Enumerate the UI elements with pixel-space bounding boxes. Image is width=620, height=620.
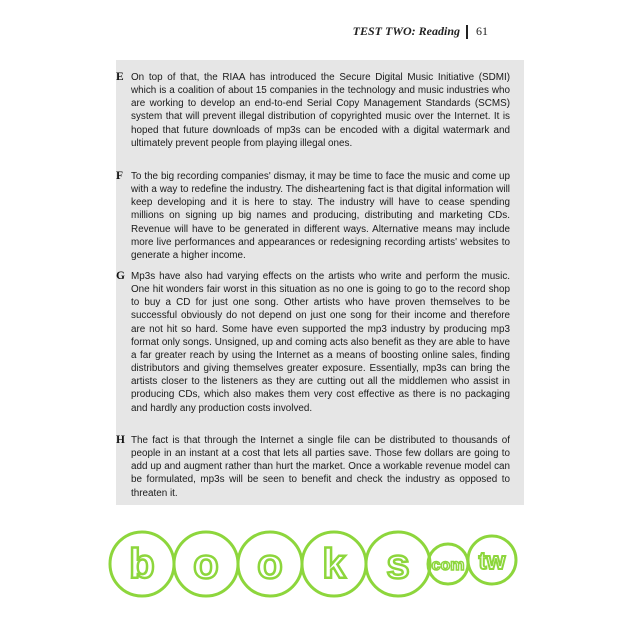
paragraph-text: Mp3s have also had varying effects on the artists who write and perform the music. One hit wonders fair worst in this situation as no one is going to go to the record shop to buy a CD for just one song. Other artists who have proven themselves to be successful obviously do not depend on just one song for their income and therefore are not hit so hard. Some have even supported the mp3 industry by producing mp3 format only songs. Unsigned, up and coming acts also benefit as they are able to have a far greater reach by using the Internet as a means of boosting online sales, finding distributors and giving themselves greater exposure. Essentially, mp3s can bring the artists closer to the listeners as they are cutting out all the middlemen who assist in producing CDs, which also makes them very cost effective as there is no packaging and hardly any production costs involved. bbox=[131, 271, 510, 414]
paragraph-text: To the big recording companies' dismay, it may be time to face the music and come up with a way to redefine the industry. The disheartening fact is that digital information will keep developing and it is here to stay. The industry will have to cease spending millions on signing up big names and producing, distributing and marketing CDs. Revenue will have to be generated in different ways. Alternative means may include more live performances and appearances or redesigning recording artists' websites to generate a higher income. bbox=[131, 171, 510, 261]
paragraph-g bbox=[116, 270, 510, 415]
running-header bbox=[353, 24, 488, 39]
page-number: 61 bbox=[476, 24, 488, 38]
paragraph-text: On top of that, the RIAA has introduced the Secure Digital Music Initiative (SDMI) which is a coalition of about 15 companies in the technology and music industries who are working to develop an end-to-end Serial Copy Management Standards (SCMS) system that will prevent illegal distribution of copyrighted music over the Internet. It is hoped that future downloads of mp3s can be encoded with a digital watermark and ultimately prevent people from playing illegal ones. bbox=[131, 72, 510, 149]
paragraph-letter: E bbox=[116, 71, 124, 83]
paragraph-letter: F bbox=[116, 170, 124, 182]
watermark-tw: tw bbox=[478, 548, 506, 575]
header-divider bbox=[466, 25, 468, 39]
watermark-letter: s bbox=[386, 540, 410, 587]
header-title: TEST TWO: Reading bbox=[352, 24, 460, 38]
paragraph-f bbox=[116, 170, 510, 262]
watermark-letter: o bbox=[257, 540, 283, 587]
watermark-com: com bbox=[431, 557, 465, 574]
watermark-letter: b bbox=[129, 540, 155, 587]
books-com-tw-watermark-logo bbox=[100, 524, 520, 604]
paragraph-letter: G bbox=[116, 270, 125, 282]
paragraph-h bbox=[116, 434, 510, 500]
watermark-letter: k bbox=[322, 540, 346, 587]
paragraph-letter: H bbox=[116, 434, 125, 446]
watermark-letter: o bbox=[193, 540, 219, 587]
paragraph-text: The fact is that through the Internet a single file can be distributed to thousands of people in an instant at a cost that lets all parties save. Those few dollars are going to add up and augment rather than hurt the market. Once a workable revenue model can be formulated, mp3s will be seen to benefit and check the industry as opposed to threaten it. bbox=[131, 435, 510, 499]
paragraph-e bbox=[116, 71, 510, 150]
